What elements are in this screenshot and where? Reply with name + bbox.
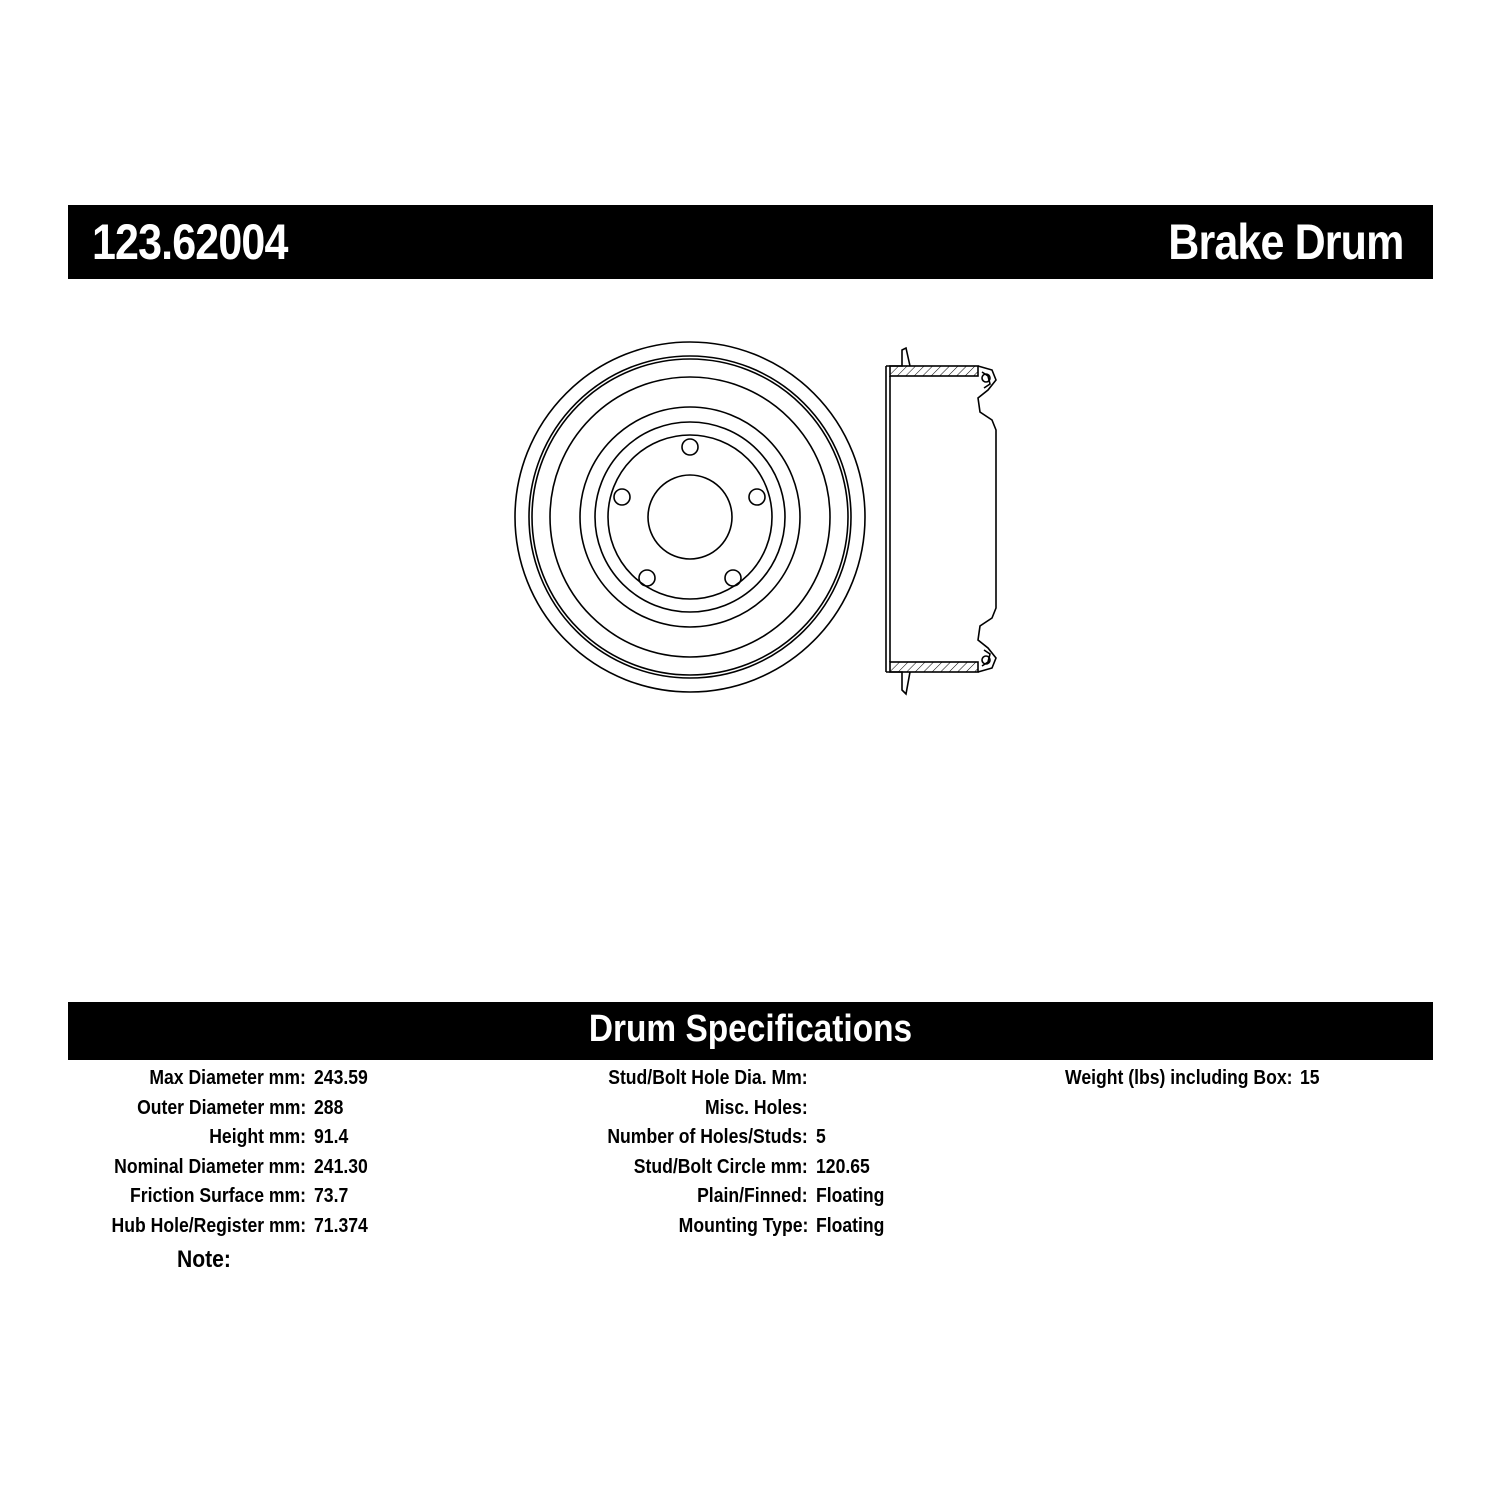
- flange-bottom: [886, 672, 910, 694]
- spec-value: 241.30: [314, 1155, 368, 1178]
- spec-value: Floating: [816, 1214, 885, 1237]
- bolt-hole-3: [725, 570, 741, 586]
- spec-label: Stud/Bolt Circle mm:: [633, 1155, 808, 1178]
- spec-label: Outer Diameter mm:: [136, 1096, 306, 1119]
- note-label: Note:: [177, 1246, 231, 1273]
- hub-ring-1: [580, 407, 800, 627]
- flange-top: [886, 348, 910, 366]
- spec-label: Friction Surface mm:: [129, 1185, 306, 1208]
- side-wall-top: [890, 366, 978, 376]
- bolt-hole-2: [749, 489, 765, 505]
- spec-label: Plain/Finned:: [697, 1185, 808, 1208]
- spec-value: 120.65: [816, 1155, 870, 1178]
- specs-column-3: [0, 1064, 1320, 1094]
- spec-row: [0, 1123, 826, 1153]
- drum-side-view: [886, 348, 996, 694]
- spec-label: Height mm:: [209, 1126, 306, 1149]
- bolt-hole-5: [614, 489, 630, 505]
- spec-label: Misc. Holes:: [705, 1096, 808, 1119]
- outer-rim: [515, 342, 865, 692]
- spec-row: [0, 1182, 885, 1212]
- spec-value: 243.59: [314, 1067, 368, 1089]
- bolt-hole-1: [682, 439, 698, 455]
- spec-value: Floating: [816, 1185, 885, 1208]
- spec-value: 71.374: [314, 1214, 368, 1237]
- part-number: 123.62004: [92, 214, 288, 270]
- spec-value: 73.7: [314, 1185, 349, 1208]
- spec-row: [0, 1212, 885, 1242]
- spec-label: Mounting Type:: [678, 1214, 808, 1237]
- center-hole: [648, 475, 732, 559]
- spec-label: Number of Holes/Studs:: [607, 1126, 808, 1149]
- spec-label: Stud/Bolt Hole Dia. Mm:: [608, 1067, 808, 1089]
- specs-heading-bar: [68, 1002, 1433, 1060]
- specs-heading: Drum Specifications: [588, 1008, 913, 1050]
- spec-value: 15: [1300, 1067, 1320, 1089]
- hub-ring-2: [595, 422, 785, 612]
- side-wall-bottom: [890, 662, 978, 672]
- face-profile: [978, 366, 996, 672]
- product-type: Brake Drum: [1167, 214, 1403, 270]
- spec-row: [0, 1153, 870, 1183]
- spec-label: Hub Hole/Register mm:: [111, 1214, 306, 1237]
- spec-value: 5: [816, 1126, 826, 1149]
- spec-label: Nominal Diameter mm:: [114, 1155, 306, 1178]
- rim-ring-3: [550, 377, 830, 657]
- hub-ring-3: [608, 435, 772, 599]
- spec-row: [0, 1094, 808, 1124]
- drum-front-view: [515, 342, 865, 692]
- spec-value: 91.4: [314, 1126, 349, 1149]
- rim-ring-1: [529, 356, 851, 678]
- spec-label: Max Diameter mm:: [149, 1067, 306, 1089]
- bolt-hole-4: [639, 570, 655, 586]
- spec-row: [0, 1064, 1320, 1094]
- spec-label: Weight (lbs) including Box:: [1064, 1067, 1292, 1089]
- spec-value: 288: [314, 1096, 344, 1119]
